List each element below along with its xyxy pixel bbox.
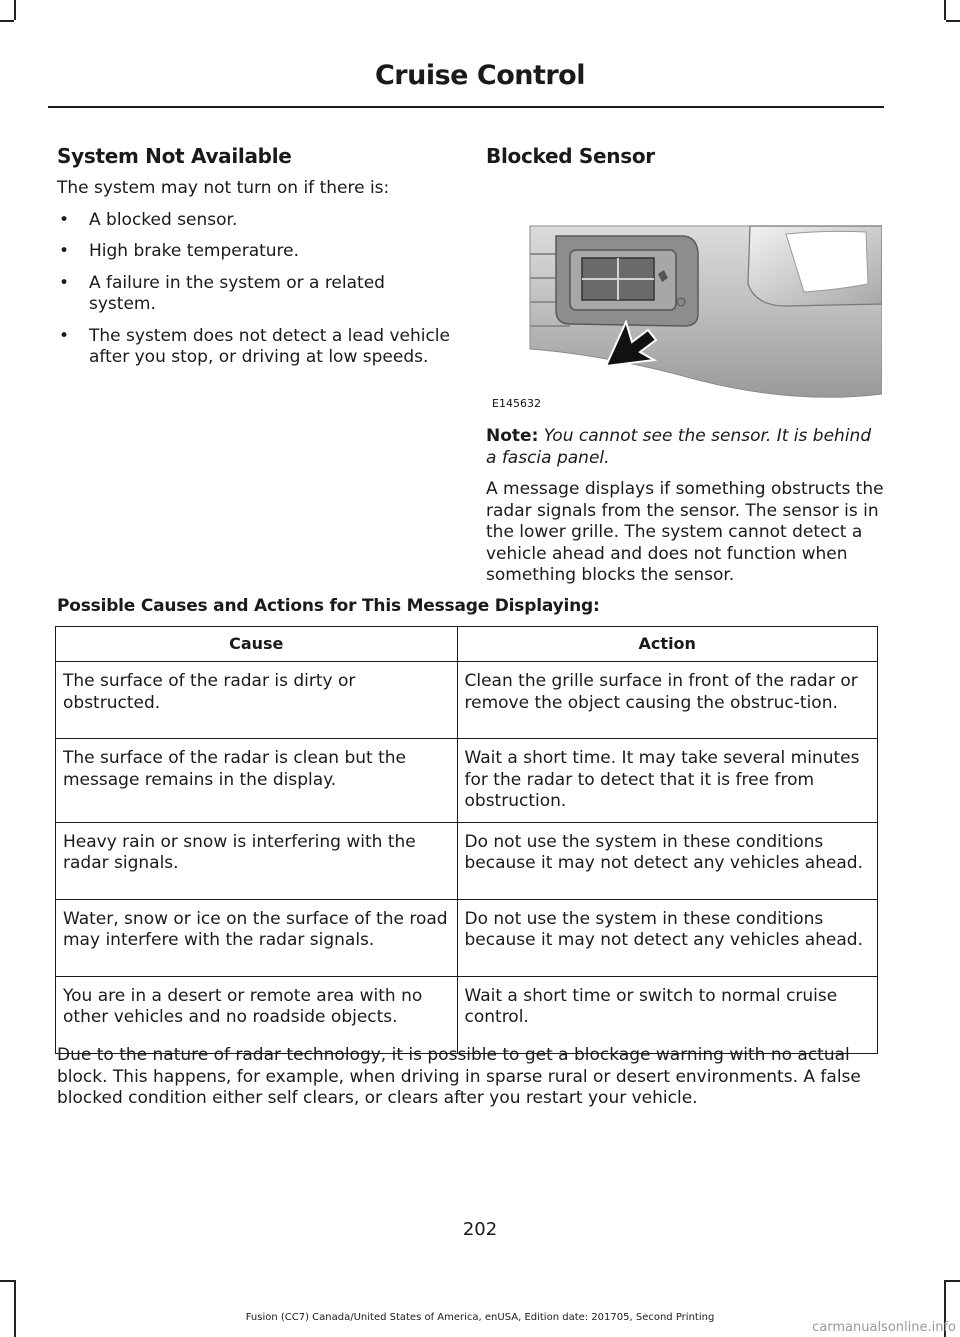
action-cell: Do not use the system in these conditions because it may not detect any vehicles ahead. — [457, 899, 878, 976]
list-item: • High brake temperature. — [59, 241, 300, 261]
bullet-icon: • — [59, 209, 70, 230]
action-cell: Clean the grille surface in front of the radar or remove the object causing the obstruc-tion. — [457, 662, 878, 739]
table-row — [56, 822, 878, 899]
crop-mark — [0, 20, 14, 22]
bullet-list — [57, 210, 452, 369]
blocked-sensor-figure — [486, 174, 882, 414]
cause-cell: Water, snow or ice on the surface of the road may interfere with the radar signals. — [56, 899, 458, 976]
crop-mark — [14, 1280, 16, 1337]
chapter-title: Cruise Control — [374, 60, 585, 91]
watermark: carmanualsonline.info — [812, 1320, 956, 1335]
column-header-cause: Cause — [56, 627, 458, 662]
figure-code: E145632 — [492, 397, 541, 410]
bullet-icon: • — [59, 325, 70, 346]
section-heading-system-not-available: System Not Available — [57, 144, 292, 168]
table-row — [56, 976, 878, 1053]
crop-mark — [944, 0, 946, 20]
crop-mark — [0, 1280, 14, 1282]
blocked-sensor-paragraph: A message displays if something obstructs the radar signals from the sensor. The sensor is in the lower grille. The system cannot detect a vehicle ahead and does not function when something blocks the sensor. — [486, 479, 884, 585]
list-item: • A failure in the system or a related system. — [59, 272, 385, 314]
footer-text: Fusion (CC7) Canada/United States of America, enUSA, Edition date: 201705, Second Printing — [245, 1312, 715, 1323]
list-item: • A blocked sensor. — [59, 209, 238, 230]
action-cell: Wait a short time or switch to normal cruise control. — [457, 976, 878, 1053]
table-header-row — [56, 627, 878, 662]
intro-text: The system may not turn on if there is: — [57, 178, 390, 198]
cause-cell: The surface of the radar is clean but the message remains in the display. — [56, 739, 458, 823]
left-column — [57, 144, 452, 379]
section-heading-blocked-sensor: Blocked Sensor — [486, 144, 655, 168]
crop-mark — [946, 1280, 960, 1282]
header-rule — [48, 106, 884, 108]
cause-cell: Heavy rain or snow is interfering with the radar signals. — [56, 822, 458, 899]
bullet-icon: • — [59, 241, 70, 261]
closing-paragraph: Due to the nature of radar technology, it is possible to get a blockage warning with no actual block. This happens, for example, when driving in sparse rural or desert environments. A false blocked condition either self clears, or clears after you restart your vehicle. — [57, 1045, 861, 1108]
cause-cell: You are in a desert or remote area with no other vehicles and no roadside objects. — [56, 976, 458, 1053]
grille-sensor-illustration — [486, 174, 882, 414]
list-item: • The system does not detect a lead vehicle after you stop, or driving at low speeds. — [59, 325, 450, 367]
right-column — [486, 144, 886, 597]
note-label: Note: — [486, 426, 539, 446]
action-cell: Do not use the system in these conditions because it may not detect any vehicles ahead. — [457, 822, 878, 899]
crop-mark — [946, 20, 960, 22]
crop-mark — [14, 0, 16, 20]
table-row — [56, 662, 878, 739]
causes-actions-table — [55, 626, 878, 1054]
note — [486, 426, 886, 469]
bullet-icon: • — [59, 272, 70, 293]
column-header-action: Action — [457, 627, 878, 662]
cause-cell: The surface of the radar is dirty or obstructed. — [56, 662, 458, 739]
action-cell: Wait a short time. It may take several minutes for the radar to detect that it is free from obstruction. — [457, 739, 878, 823]
table-row — [56, 739, 878, 823]
note-text: You cannot see the sensor. It is behind a fascia panel. — [486, 426, 872, 468]
page-number: 202 — [462, 1219, 498, 1240]
table-row — [56, 899, 878, 976]
table-heading: Possible Causes and Actions for This Message Displaying: — [57, 596, 600, 616]
